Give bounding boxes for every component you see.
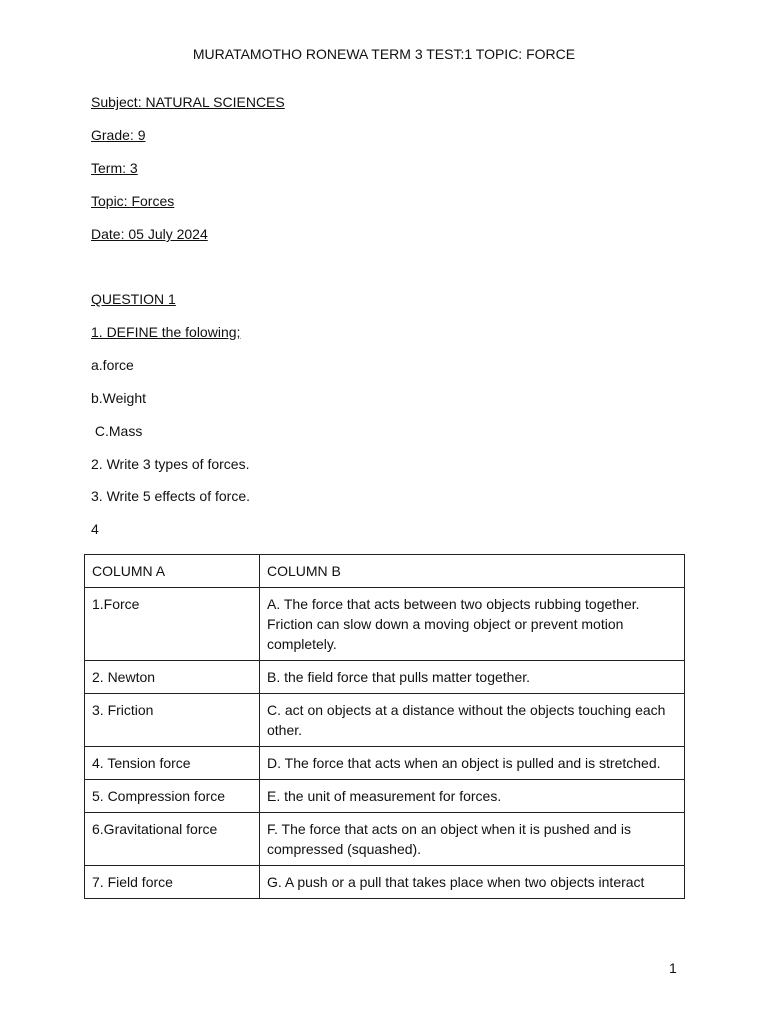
topic-line: Topic: Forces xyxy=(91,193,175,209)
table-row xyxy=(85,661,685,694)
column-a-header: COLUMN A xyxy=(85,555,260,588)
table-row xyxy=(85,588,685,661)
column-b-cell: E. the unit of measurement for forces. xyxy=(260,780,685,813)
question-heading: QUESTION 1 xyxy=(91,291,176,307)
column-b-cell: A. The force that acts between two objects rubbing together. Friction can slow down a moving object or prevent motion completely. xyxy=(260,588,685,661)
page-number: 1 xyxy=(669,960,677,976)
question-1-define: 1. DEFINE the folowing; xyxy=(91,324,241,340)
column-a-cell: 2. Newton xyxy=(85,661,260,694)
question-2: 2. Write 3 types of forces. xyxy=(91,456,250,472)
question-1c: C.Mass xyxy=(91,423,143,439)
table-row xyxy=(85,694,685,747)
subject-line: Subject: NATURAL SCIENCES xyxy=(91,94,285,110)
question-4: 4 xyxy=(91,521,99,537)
table-row xyxy=(85,866,685,899)
column-b-cell: F. The force that acts on an object when it is pushed and is compressed (squashed). xyxy=(260,813,685,866)
question-1b: b.Weight xyxy=(91,390,146,406)
term-line: Term: 3 xyxy=(91,160,138,176)
page-header: MURATAMOTHO RONEWA TERM 3 TEST:1 TOPIC: FORCE xyxy=(192,46,576,62)
column-a-cell: 5. Compression force xyxy=(85,780,260,813)
column-a-cell: 1.Force xyxy=(85,588,260,661)
question-3: 3. Write 5 effects of force. xyxy=(91,488,250,504)
column-a-cell: 7. Field force xyxy=(85,866,260,899)
grade-line: Grade: 9 xyxy=(91,127,146,143)
question-1a: a.force xyxy=(91,357,134,373)
date-line: Date: 05 July 2024 xyxy=(91,226,208,242)
column-b-header: COLUMN B xyxy=(260,555,685,588)
column-b-cell: G. A push or a pull that takes place when two objects interact xyxy=(260,866,685,899)
table-header-row xyxy=(85,555,685,588)
column-b-cell: D. The force that acts when an object is pulled and is stretched. xyxy=(260,747,685,780)
table-row xyxy=(85,780,685,813)
matching-table xyxy=(84,554,685,899)
column-b-cell: B. the field force that pulls matter together. xyxy=(260,661,685,694)
column-a-cell: 6.Gravitational force xyxy=(85,813,260,866)
column-a-cell: 4. Tension force xyxy=(85,747,260,780)
column-b-cell: C. act on objects at a distance without the objects touching each other. xyxy=(260,694,685,747)
table-row xyxy=(85,813,685,866)
column-a-cell: 3. Friction xyxy=(85,694,260,747)
table-row xyxy=(85,747,685,780)
